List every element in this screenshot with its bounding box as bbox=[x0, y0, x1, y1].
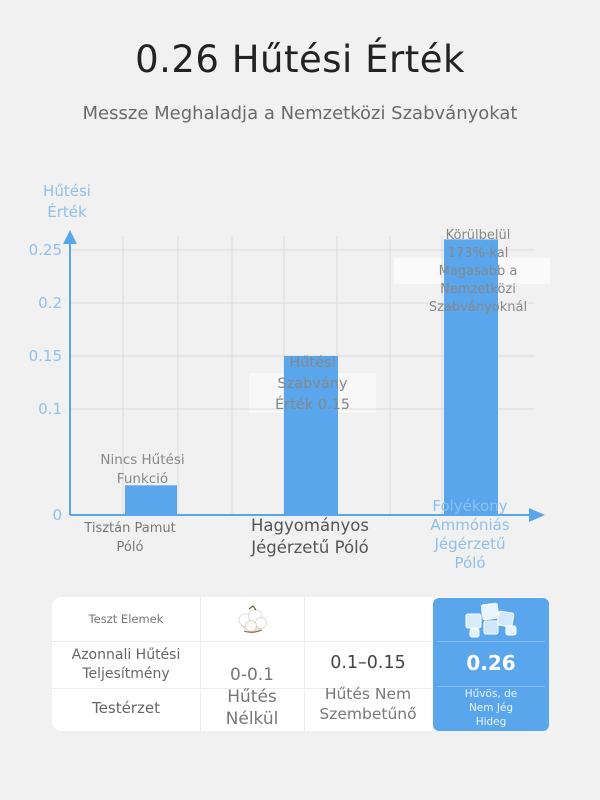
annotation-line: Funkció bbox=[116, 471, 169, 487]
bar-annotation-standard bbox=[255, 353, 370, 416]
chart-bar bbox=[125, 485, 177, 515]
y-tick-label: 0.25 bbox=[28, 241, 62, 259]
category-line: Tisztán Pamut bbox=[84, 521, 176, 536]
cotton-value bbox=[200, 664, 304, 730]
value-line: Hűtés bbox=[227, 687, 277, 707]
y-axis-arrow bbox=[63, 230, 77, 244]
y-axis-label-line: Érték bbox=[47, 203, 87, 221]
y-tick-label: 0.1 bbox=[38, 400, 62, 418]
category-line: Jégérzetű Póló bbox=[251, 538, 369, 557]
row-label-line: Azonnali Hűtési bbox=[71, 647, 181, 663]
row-label-line: Teljesítmény bbox=[82, 666, 170, 682]
category-line: Ammóniás bbox=[430, 516, 510, 534]
x-category-label bbox=[225, 515, 395, 559]
page-subtitle: Messze Meghaladja a Nemzetközi Szabványokat bbox=[82, 103, 518, 124]
category-line: Hagyományos bbox=[251, 516, 369, 535]
value-line: Hűvös, de bbox=[464, 688, 518, 700]
annotation-line: Hűtési bbox=[289, 355, 336, 371]
bar-annotation-cotton bbox=[85, 451, 200, 489]
y-axis-label bbox=[28, 181, 106, 223]
value-line: Hűtés Nem bbox=[324, 685, 412, 703]
value-line: Nélkül bbox=[225, 709, 279, 729]
table-divider bbox=[52, 641, 432, 642]
traditional-feel bbox=[304, 684, 432, 724]
page-title: 0.26 Hűtési Érték bbox=[135, 38, 465, 81]
annotation-line: Nincs Hűtési bbox=[100, 452, 185, 468]
annotation-line: Magasabb a bbox=[438, 264, 518, 279]
traditional-value: 0.1–0.15 bbox=[330, 653, 406, 673]
annotation-line: Szabvány bbox=[277, 376, 348, 392]
bar-annotation-ammonia bbox=[408, 227, 548, 317]
category-line: Póló bbox=[116, 540, 144, 555]
ice-cubes-icon bbox=[460, 600, 524, 640]
annotation-line: Érték 0.15 bbox=[274, 397, 351, 413]
value-line: Nem Jég bbox=[468, 702, 514, 714]
value-line: 0-0.1 bbox=[230, 665, 274, 685]
x-category-label bbox=[70, 519, 190, 557]
annotation-line: Szabványoknál bbox=[428, 300, 528, 315]
value-line: Hideg bbox=[475, 716, 507, 728]
table-header-label: Teszt Elemek bbox=[88, 612, 164, 626]
row-label-feel: Testérzet bbox=[92, 699, 160, 717]
annotation-line: Nemzetközi bbox=[440, 282, 516, 297]
y-tick-label: 0.15 bbox=[28, 347, 62, 365]
x-category-label bbox=[405, 497, 535, 573]
y-tick-label: 0 bbox=[52, 506, 62, 524]
category-line: Jégérzetű bbox=[434, 535, 506, 553]
ammonia-feel bbox=[433, 687, 549, 729]
category-line: Póló bbox=[454, 554, 486, 572]
y-axis-label-line: Hűtési bbox=[43, 182, 91, 200]
table-divider bbox=[437, 641, 545, 642]
row-label-cooling bbox=[52, 646, 200, 684]
annotation-line: Körülbelül bbox=[445, 228, 511, 243]
annotation-line: 173%-kal bbox=[447, 246, 509, 261]
category-line: Folyékony bbox=[432, 497, 508, 515]
y-tick-label: 0.2 bbox=[38, 294, 62, 312]
cotton-icon bbox=[232, 603, 274, 637]
value-line: Szembetűnő bbox=[319, 705, 417, 723]
ammonia-value: 0.26 bbox=[466, 651, 516, 675]
